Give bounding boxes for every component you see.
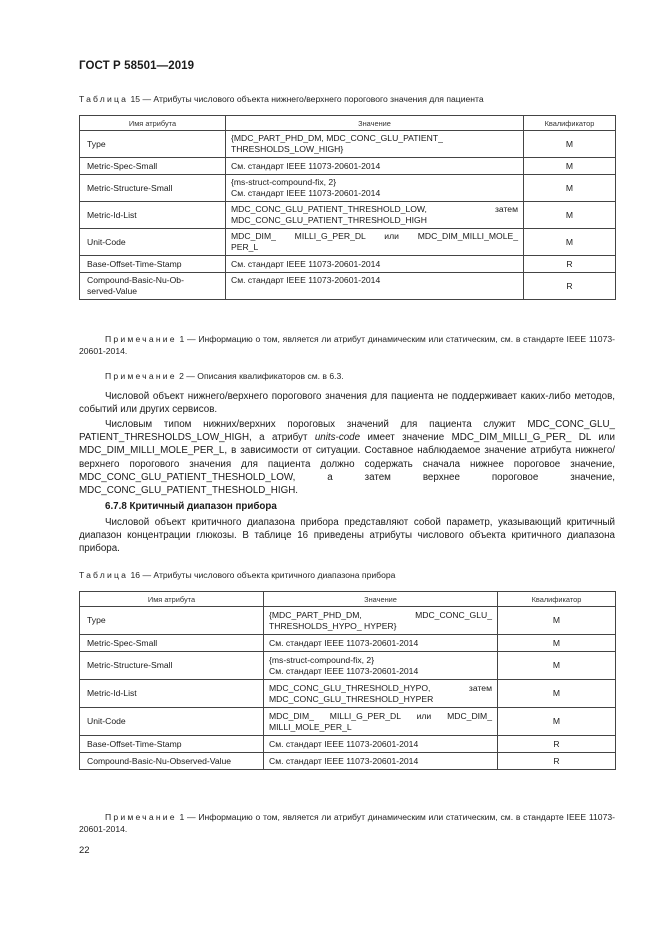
column-header-name: Имя атрибута — [80, 592, 264, 607]
table-row — [80, 607, 616, 635]
value-line: THRESHOLDS_LOW_HIGH} — [231, 144, 344, 154]
paragraph-text: имеет значение MDC_DIM_MILLI_G_PER_ DL или MDC_DIM_MILLI_MOLE_PER_L, в зависимости от ситуации. Составное наблюдаемое значение атрибута нижнего/верхнего порогового значения для пациента должно содержать сначала нижнее пороговое значение, MDC_CONC_GLU_PATIENT_THESHOLD_LOW, а затем верхнее пороговое значение, MDC_CONC_GLU_PATIENT_THESHOLD_HIGH. — [79, 432, 615, 497]
table-15-note-2 — [79, 370, 615, 382]
attribute-value: См. стандарт IEEE 11073-20601-2014 — [264, 736, 498, 753]
attribute-name: Type — [80, 131, 226, 158]
attribute-value: См. стандарт IEEE 11073-20601-2014 — [226, 273, 524, 300]
table-16-caption — [79, 570, 395, 580]
attribute-name — [80, 273, 226, 300]
value-line: {MDC_PART_PHD_DM, MDC_CONC_GLU_PATIENT_ — [231, 133, 443, 143]
value-line: MDC_CONC_GLU_THRESHOLD_HYPO, затем — [269, 682, 492, 693]
attribute-qualifier: R — [524, 273, 616, 300]
paragraph-text: Числовым типом нижних/верхних пороговых значений для пациента служит MDC_CONC_GLU_ PATIENT_THRESHOLDS_LOW_HIGH, а атрибут — [79, 419, 615, 444]
attribute-qualifier: R — [524, 256, 616, 273]
attribute-name: Metric-Id-List — [80, 202, 226, 229]
attribute-name: Compound-Basic-Nu-Observed-Value — [80, 753, 264, 770]
name-line: served-Value — [87, 286, 137, 296]
attribute-name: Unit-Code — [80, 708, 264, 736]
attribute-value — [264, 607, 498, 635]
value-line: {ms-struct-compound-fix, 2} — [269, 654, 375, 665]
table-row — [80, 680, 616, 708]
paragraph-no-methods: Числовой объект нижнего/верхнего порогового значения для пациента не поддерживает каких-либо методов, событий или других сервисов. — [79, 391, 615, 416]
attribute-name: Metric-Spec-Small — [80, 158, 226, 175]
table-row — [80, 175, 616, 202]
attribute-value — [226, 175, 524, 202]
value-line: {MDC_PART_PHD_DM, MDC_CONC_GLU_ — [269, 609, 492, 620]
column-header-value: Значение — [226, 116, 524, 131]
attribute-name: Metric-Id-List — [80, 680, 264, 708]
attribute-value: См. стандарт IEEE 11073-20601-2014 — [226, 158, 524, 175]
table-16 — [79, 591, 616, 770]
attribute-value — [264, 680, 498, 708]
value-line: MDC_DIM_ MILLI_G_PER_DL или MDC_DIM_MILLI_MOLE_ — [231, 231, 518, 241]
attribute-qualifier: M — [524, 202, 616, 229]
table-row — [80, 753, 616, 770]
note-label: Примечание — [105, 334, 177, 344]
section-heading: 6.7.8 Критичный диапазон прибора — [105, 501, 277, 512]
column-header-qualifier: Квалификатор — [524, 116, 616, 131]
attribute-qualifier: M — [498, 635, 616, 652]
attribute-value: См. стандарт IEEE 11073-20601-2014 — [264, 635, 498, 652]
value-line: MDC_DIM_ MILLI_G_PER_DL или MDC_DIM_ — [269, 710, 492, 721]
value-line: MDC_CONC_GLU_PATIENT_THRESHOLD_HIGH — [231, 215, 427, 225]
table-row — [80, 229, 616, 256]
table-row — [80, 652, 616, 680]
table-row — [80, 708, 616, 736]
attribute-value — [226, 131, 524, 158]
document-header: ГОСТ Р 58501—2019 — [79, 60, 195, 72]
note-text: 1 — Информацию о том, является ли атрибут динамическим или статическим, см. в стандарте IEEE 11073-20601-2014. — [79, 334, 615, 356]
note-text: 2 — Описания квалификаторов см. в 6.3. — [176, 371, 344, 381]
table-15-caption-label: Таблица — [79, 94, 129, 104]
attribute-qualifier: M — [498, 607, 616, 635]
page-number: 22 — [79, 845, 90, 856]
table-15-caption-text: 15 — Атрибуты числового объекта нижнего/верхнего порогового значения для пациента — [128, 94, 484, 104]
table-header-row — [80, 592, 616, 607]
table-row — [80, 202, 616, 229]
attribute-qualifier: M — [498, 652, 616, 680]
table-15-note-1 — [79, 333, 615, 357]
value-line: {ms-struct-compound-fix, 2} — [231, 177, 337, 187]
table-row — [80, 256, 616, 273]
column-header-value: Значение — [264, 592, 498, 607]
attribute-qualifier: M — [524, 229, 616, 256]
value-line: См. стандарт IEEE 11073-20601-2014 — [231, 188, 381, 198]
value-line: MILLI_MOLE_PER_L — [269, 721, 352, 732]
value-line: MDC_CONC_GLU_PATIENT_THRESHOLD_LOW, затем — [231, 204, 518, 214]
section-paragraph: Числовой объект критичного диапазона прибора представляют собой параметр, указывающий критичный диапазон концентрации глюкозы. В таблице 16 приведены атрибуты числового объекта критичного диапазона прибора. — [79, 517, 615, 555]
attribute-qualifier: M — [524, 131, 616, 158]
table-16-note-1 — [79, 811, 615, 835]
table-16-caption-label: Таблица — [79, 570, 129, 580]
attribute-qualifier: M — [524, 158, 616, 175]
note-label: Примечание — [105, 812, 177, 822]
name-line: Compound-Basic-Nu-Ob- — [87, 275, 184, 285]
value-line: PER_L — [231, 242, 259, 252]
attribute-value — [264, 708, 498, 736]
attribute-name: Unit-Code — [80, 229, 226, 256]
note-label: Примечание — [105, 371, 177, 381]
table-row — [80, 131, 616, 158]
attribute-name: Type — [80, 607, 264, 635]
attribute-value — [226, 202, 524, 229]
column-header-qualifier: Квалификатор — [498, 592, 616, 607]
table-row — [80, 273, 616, 300]
table-row — [80, 158, 616, 175]
attribute-qualifier: M — [498, 680, 616, 708]
value-line: См. стандарт IEEE 11073-20601-2014 — [269, 665, 419, 676]
attribute-name: Base-Offset-Time-Stamp — [80, 736, 264, 753]
table-15-caption — [79, 94, 484, 104]
attribute-name: Metric-Structure-Small — [80, 652, 264, 680]
attribute-qualifier: R — [498, 736, 616, 753]
attribute-value: См. стандарт IEEE 11073-20601-2014 — [226, 256, 524, 273]
table-header-row — [80, 116, 616, 131]
attribute-qualifier: M — [498, 708, 616, 736]
attribute-value — [264, 652, 498, 680]
table-row — [80, 736, 616, 753]
attribute-qualifier: M — [524, 175, 616, 202]
value-line: THRESHOLDS_HYPO_ HYPER} — [269, 620, 397, 631]
attribute-name: Metric-Structure-Small — [80, 175, 226, 202]
paragraph-numeric-type — [79, 418, 615, 497]
table-16-caption-text: 16 — Атрибуты числового объекта критичного диапазона прибора — [128, 570, 396, 580]
attribute-qualifier: R — [498, 753, 616, 770]
note-text: 1 — Информацию о том, является ли атрибут динамическим или статическим, см. в стандарте IEEE 11073-20601-2014. — [79, 812, 615, 834]
attribute-name: Metric-Spec-Small — [80, 635, 264, 652]
attribute-value — [226, 229, 524, 256]
value-line: MDC_CONC_GLU_THRESHOLD_HYPER — [269, 693, 434, 704]
paragraph-term: units-code — [314, 432, 361, 444]
column-header-name: Имя атрибута — [80, 116, 226, 131]
table-15 — [79, 115, 616, 300]
attribute-value: См. стандарт IEEE 11073-20601-2014 — [264, 753, 498, 770]
table-row — [80, 635, 616, 652]
attribute-name: Base-Offset-Time-Stamp — [80, 256, 226, 273]
